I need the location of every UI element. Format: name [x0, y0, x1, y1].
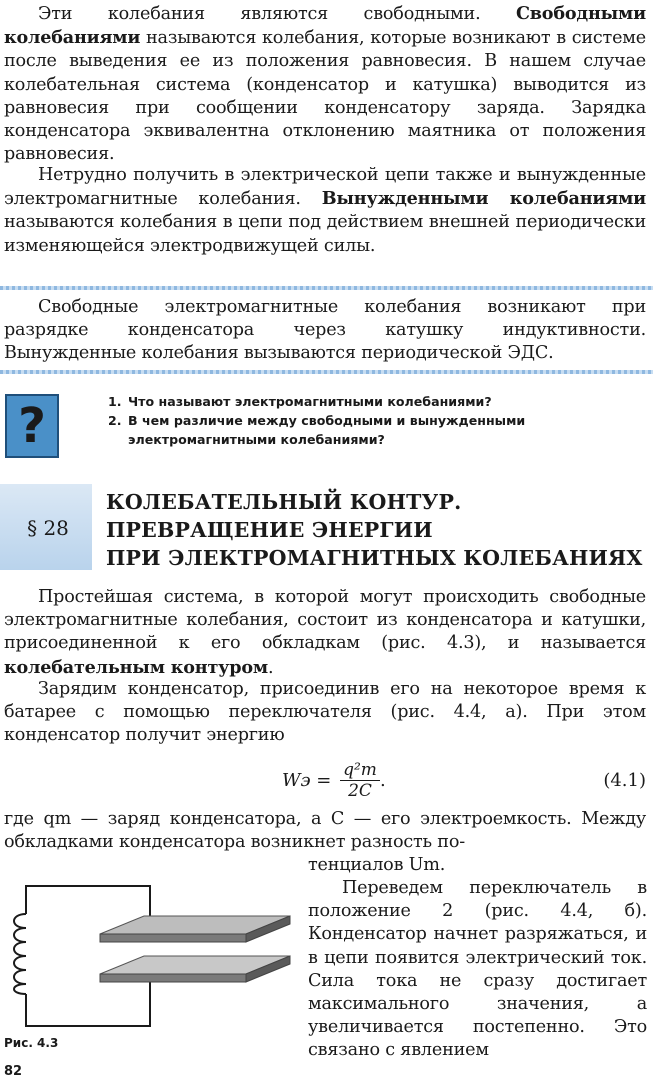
paragraph-discharge: Переведем переключатель в положение 2 (рис. 4.4, б). Конденсатор начнет разряжаться, и в цепи появится электрический ток. Сила тока не сразу достигает максимального значения, а увеличивается постепенно. Это связано с явлением — [308, 878, 647, 1061]
question-number: 1. — [108, 394, 122, 409]
section-number: § 28 — [27, 516, 69, 540]
section-title-line: КОЛЕБАТЕЛЬНЫЙ КОНТУР. — [106, 490, 462, 514]
paragraph-charge-capacitor: Зарядим конденсатор, присоединив его на некоторое время к батарее с помощью переключателя (рис. 4.4, а). При этом конденсатор получит энергию — [4, 679, 646, 746]
text-run: называются колебания в цепи под действием внешней периодически изменяющейся электродвижущей силы. — [4, 212, 646, 256]
term-forced-oscillations: Вынужденными колебаниями — [321, 188, 646, 210]
paragraph-free-oscillations — [4, 2, 646, 166]
question-number: 2. — [108, 413, 122, 428]
paragraph-forced-oscillations — [4, 164, 646, 258]
question-item — [108, 411, 648, 449]
divider-bottom — [0, 370, 653, 374]
capacitor-plates-icon — [100, 916, 290, 982]
formula-numerator: q²m — [340, 760, 380, 781]
question-text: В чем различие между свободными и вынужденными электромагнитными колебаниями? — [128, 413, 526, 447]
section-title — [106, 488, 651, 572]
term-free-oscillations: Свободными колебаниями — [4, 3, 646, 49]
question-text: Что называют электромагнитными колебаниями? — [128, 394, 492, 409]
question-list — [108, 392, 648, 449]
circuit-wires — [26, 886, 150, 1026]
term-oscillating-circuit: колебательным контуром — [4, 656, 268, 678]
formula-fraction — [340, 760, 380, 801]
text-run: Нетрудно получить в электрической цепи также и вынужденные электромагнитные колебания. — [4, 165, 646, 210]
text-run: Эти колебания являются свободными. — [38, 4, 516, 24]
figure-oscillating-circuit — [4, 876, 294, 1036]
text-run: Простейшая система, в которой могут происходить свободные электромагнитные колебания, состоит из конденсатора и катушки, присоединенной к его обкладкам (рис. 4.3), и называется — [4, 587, 646, 654]
section-title-line: ПРИ ЭЛЕКТРОМАГНИТНЫХ КОЛЕБАНИЯХ — [106, 546, 643, 570]
inductor-coil-icon — [14, 914, 26, 994]
question-icon: ? — [5, 394, 59, 458]
formula-denominator: 2C — [348, 781, 372, 801]
formula-4-1 — [4, 760, 646, 814]
text-run: . — [267, 657, 274, 678]
page-number: 82 — [4, 1064, 23, 1079]
paragraph-where-tail: тенциалов Um. — [308, 855, 446, 875]
question-item — [108, 392, 648, 411]
section-title-line: ПРЕВРАЩЕНИЕ ЭНЕРГИИ — [106, 518, 433, 542]
equation-number: (4.1) — [603, 770, 646, 791]
paragraph-oscillating-circuit — [4, 586, 646, 680]
text-run: называются колебания, которые возникают в системе после выведения ее из положения равновесия. В нашем случае колебательная система (конденсатор и катушка) выводится из равновесия при сообщении конденсатору заряда. Зарядка конденсатора эквивалентна отклонению маятника от положения равновесия. — [4, 28, 646, 165]
formula-end: . — [380, 770, 386, 791]
formula-lhs: Wэ = — [282, 770, 332, 791]
summary-box: Свободные электромагнитные колебания возникают при разрядке конденсатора через катушку индуктивности. Вынужденные колебания вызываются периодической ЭДС. — [4, 297, 646, 364]
figure-caption: Рис. 4.3 — [4, 1036, 59, 1050]
divider-top — [0, 286, 653, 290]
paragraph-where: где qm — заряд конденсатора, а C — его электроемкость. Между обкладками конденсатора возникнет разность по- — [4, 809, 646, 853]
